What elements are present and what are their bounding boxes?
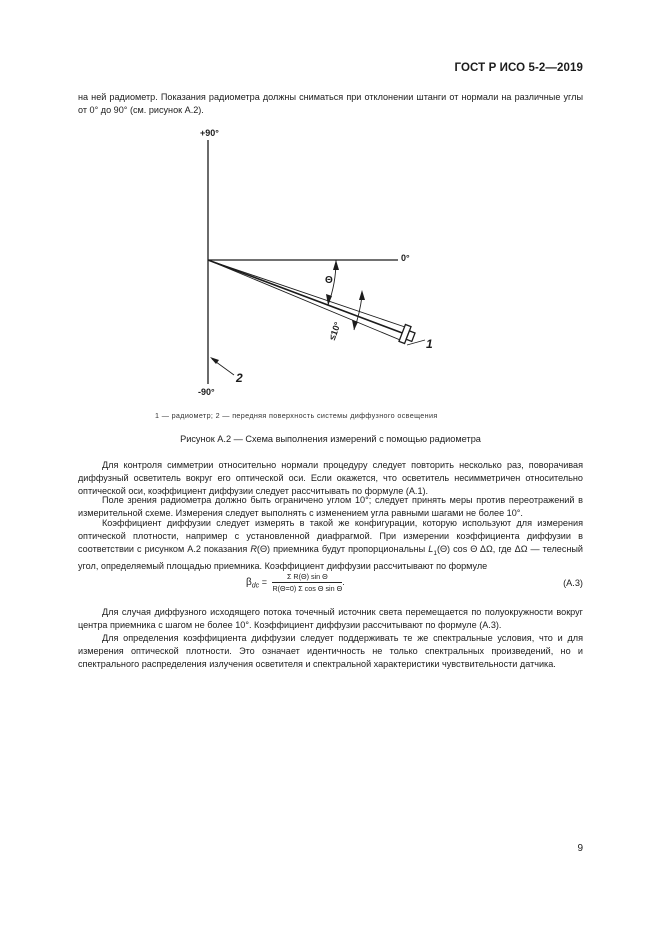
equation-number: (А.3) — [563, 578, 583, 588]
cone-line-lower — [208, 260, 405, 342]
label-item-1: 1 — [426, 337, 433, 351]
optical-axis-line — [208, 260, 405, 334]
label-minus-90: -90° — [198, 387, 215, 397]
radiometer-icon — [399, 325, 417, 346]
theta-arrow-top — [333, 260, 339, 270]
label-theta: Θ — [325, 275, 333, 286]
paragraph-diffuse-flux: Для случая диффузного исходящего потока точечный источник света перемещается по полуокружности вокруг центра приемника с шагом не более 10°. Коэффициент диффузии рассчитывают по формуле (А.3). — [78, 607, 583, 630]
label-plus-90: +90° — [200, 128, 219, 138]
formula-numerator: Σ R(Θ) sin Θ — [272, 572, 342, 583]
formula-a3: $\beta_{dc}$ = $\frac{\text{Σ R(Θ) sin Θ}}{\text{R(Θ=0) Σ cos Θ sin Θ}}$ . — [246, 572, 345, 593]
paragraph-spectral-conditions: Для определения коэффициента диффузии следует поддерживать те же спектральные условия, что и для измерения оптической плотности. Это означает идентичность не только спектральных произведений, но и спектрального распределения излучения осветителя и спектральной характеристики чувствительности датчика. — [78, 633, 583, 669]
paragraph-symmetry: Для контроля симметрии относительно нормали процедуру следует повторить несколько раз, поворачивая диффузный осветитель вокруг его оптической оси. Если окажется, что осветитель несимметричен относительно оптической оси, коэффициент диффузии следует рассчитывать по формуле (А.1). — [78, 460, 583, 496]
paragraph-measurement: Коэффициент диффузии следует измерять в такой же конфигурации, которую используют для измерения оптической плотности, например с установленной диафрагмой. При измерении коэффициента диффузии в соответствии с рисунком А.2 показания R(Θ) приемника будут пропорциональны $L_1(\Theta)$ cos Θ ΔΩ, где ΔΩ — телесный угол, определяемый площадью приемника. Коэффициент диффузии рассчитывают по формуле — [78, 518, 584, 571]
cone-line-upper — [208, 260, 405, 327]
paragraph-field-of-view: Поле зрения радиометра должно быть ограничено углом 10°; следует принять меры против переотражений в измерительной схеме. Измерения следует выполнять с изменением угла равными шагами не более 10°. — [78, 495, 583, 518]
field-arrow-top — [359, 290, 365, 300]
figure-caption: Рисунок А.2 — Схема выполнения измерений с помощью радиометра — [180, 434, 481, 444]
formula-denominator: R(Θ=0) Σ cos Θ sin Θ — [272, 584, 343, 593]
label-field-angle: ≤10° — [327, 320, 343, 342]
label-item-2: 2 — [236, 371, 243, 385]
page-number: 9 — [577, 843, 583, 854]
intro-paragraph: на ней радиометр. Показания радиометра должны сниматься при отклонении штанги от нормали на различные углы от 0° до 90° (см. рисунок А.2). — [78, 92, 583, 115]
figure-legend: 1 — радиометр; 2 — передняя поверхность системы диффузного освещения — [155, 411, 438, 420]
document-id: ГОСТ Р ИСО 5-2—2019 — [454, 62, 583, 74]
label-zero-deg: 0° — [401, 253, 410, 263]
formula-fraction — [272, 572, 342, 593]
